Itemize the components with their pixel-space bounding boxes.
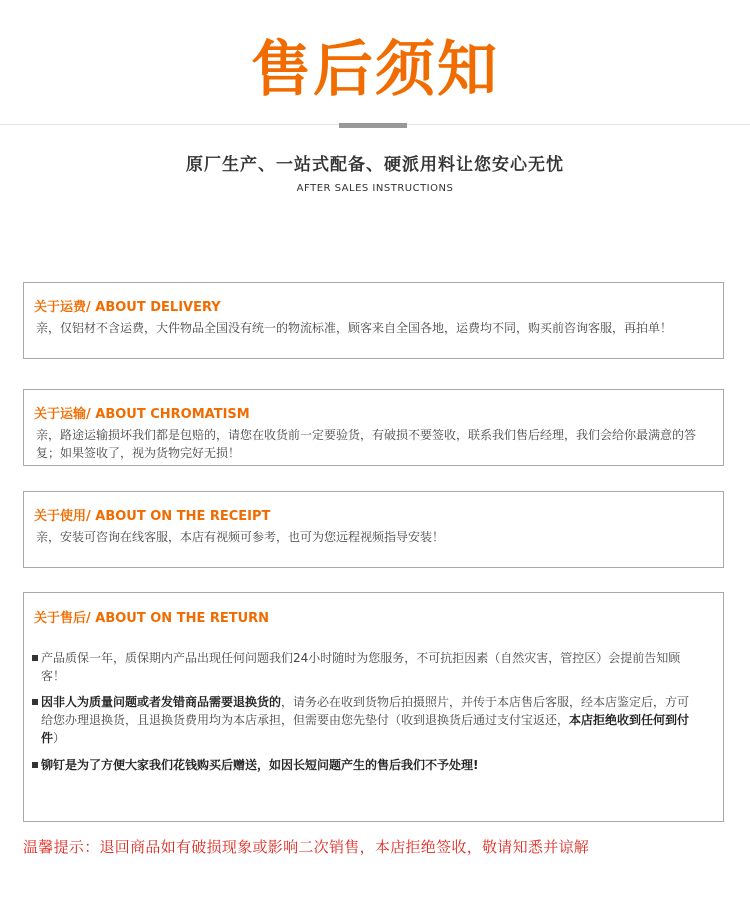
bullet-square-icon	[32, 699, 38, 705]
list-item-bold-text: 因非人为质量问题或者发错商品需要退换货的	[41, 695, 282, 709]
list-item	[32, 649, 695, 685]
list-item	[32, 693, 695, 747]
section-heading: 关于运输/ ABOUT CHROMATISM	[34, 407, 250, 422]
footer-note: 温馨提示：退回商品如有破损现象或影响二次销售，本店拒绝签收，敬请知悉并谅解	[23, 838, 590, 856]
list-item-bold-text: 本店拒绝收到任何到付件	[41, 713, 690, 745]
page-subtitle-en: AFTER SALES INSTRUCTIONS	[296, 183, 454, 194]
section-delivery	[23, 282, 724, 359]
section-usage	[23, 491, 724, 568]
page-title: 售后须知	[251, 35, 499, 105]
section-heading: 关于使用/ ABOUT ON THE RECEIPT	[34, 509, 271, 524]
header-divider-accent	[339, 123, 407, 128]
bullet-square-icon	[32, 655, 38, 661]
list-item-close-paren: ）	[53, 731, 66, 745]
section-return	[23, 592, 724, 822]
section-text: 亲，仅铝材不含运费，大件物品全国没有统一的物流标准，顾客来自全国各地，运费均不同，购买前咨询客服，再拍单！	[36, 321, 673, 335]
section-heading: 关于运费/ ABOUT DELIVERY	[34, 300, 221, 315]
list-item-body-text: ，请务必在收到货物后拍摄照片，并传于本店售后客服，经本店鉴定后，方可给您办理退换货，且退换货费用均为本店承担，但需要由您先垫付（收到退换货后通过支付宝返还，	[41, 695, 690, 727]
section-heading: 关于售后/ ABOUT ON THE RETURN	[34, 611, 270, 626]
list-item	[32, 756, 695, 774]
list-item-text: 产品质保一年，质保期内产品出现任何问题我们24小时随时为您服务，不可抗拒因素（自然灾害，管控区）会提前告知顾客！	[41, 651, 681, 683]
list-item-text	[41, 693, 695, 747]
section-text: 亲，安装可咨询在线客服，本店有视频可参考，也可为您远程视频指导安装！	[36, 530, 445, 544]
section-transport	[23, 389, 724, 466]
list-item-text: 铆钉是为了方便大家我们花钱购买后赠送，如因长短问题产生的售后我们不予处理!	[41, 758, 479, 772]
bullet-square-icon	[32, 762, 38, 768]
section-text: 亲，路途运输损坏我们都是包赔的，请您在收货前一定要验货，有破损不要签收，联系我们售后经理，我们会给你最满意的答复；如果签收了，视为货物完好无损！	[36, 428, 697, 460]
page-subtitle: 原厂生产、一站式配备、硬派用料让您安心无忧	[186, 155, 564, 175]
